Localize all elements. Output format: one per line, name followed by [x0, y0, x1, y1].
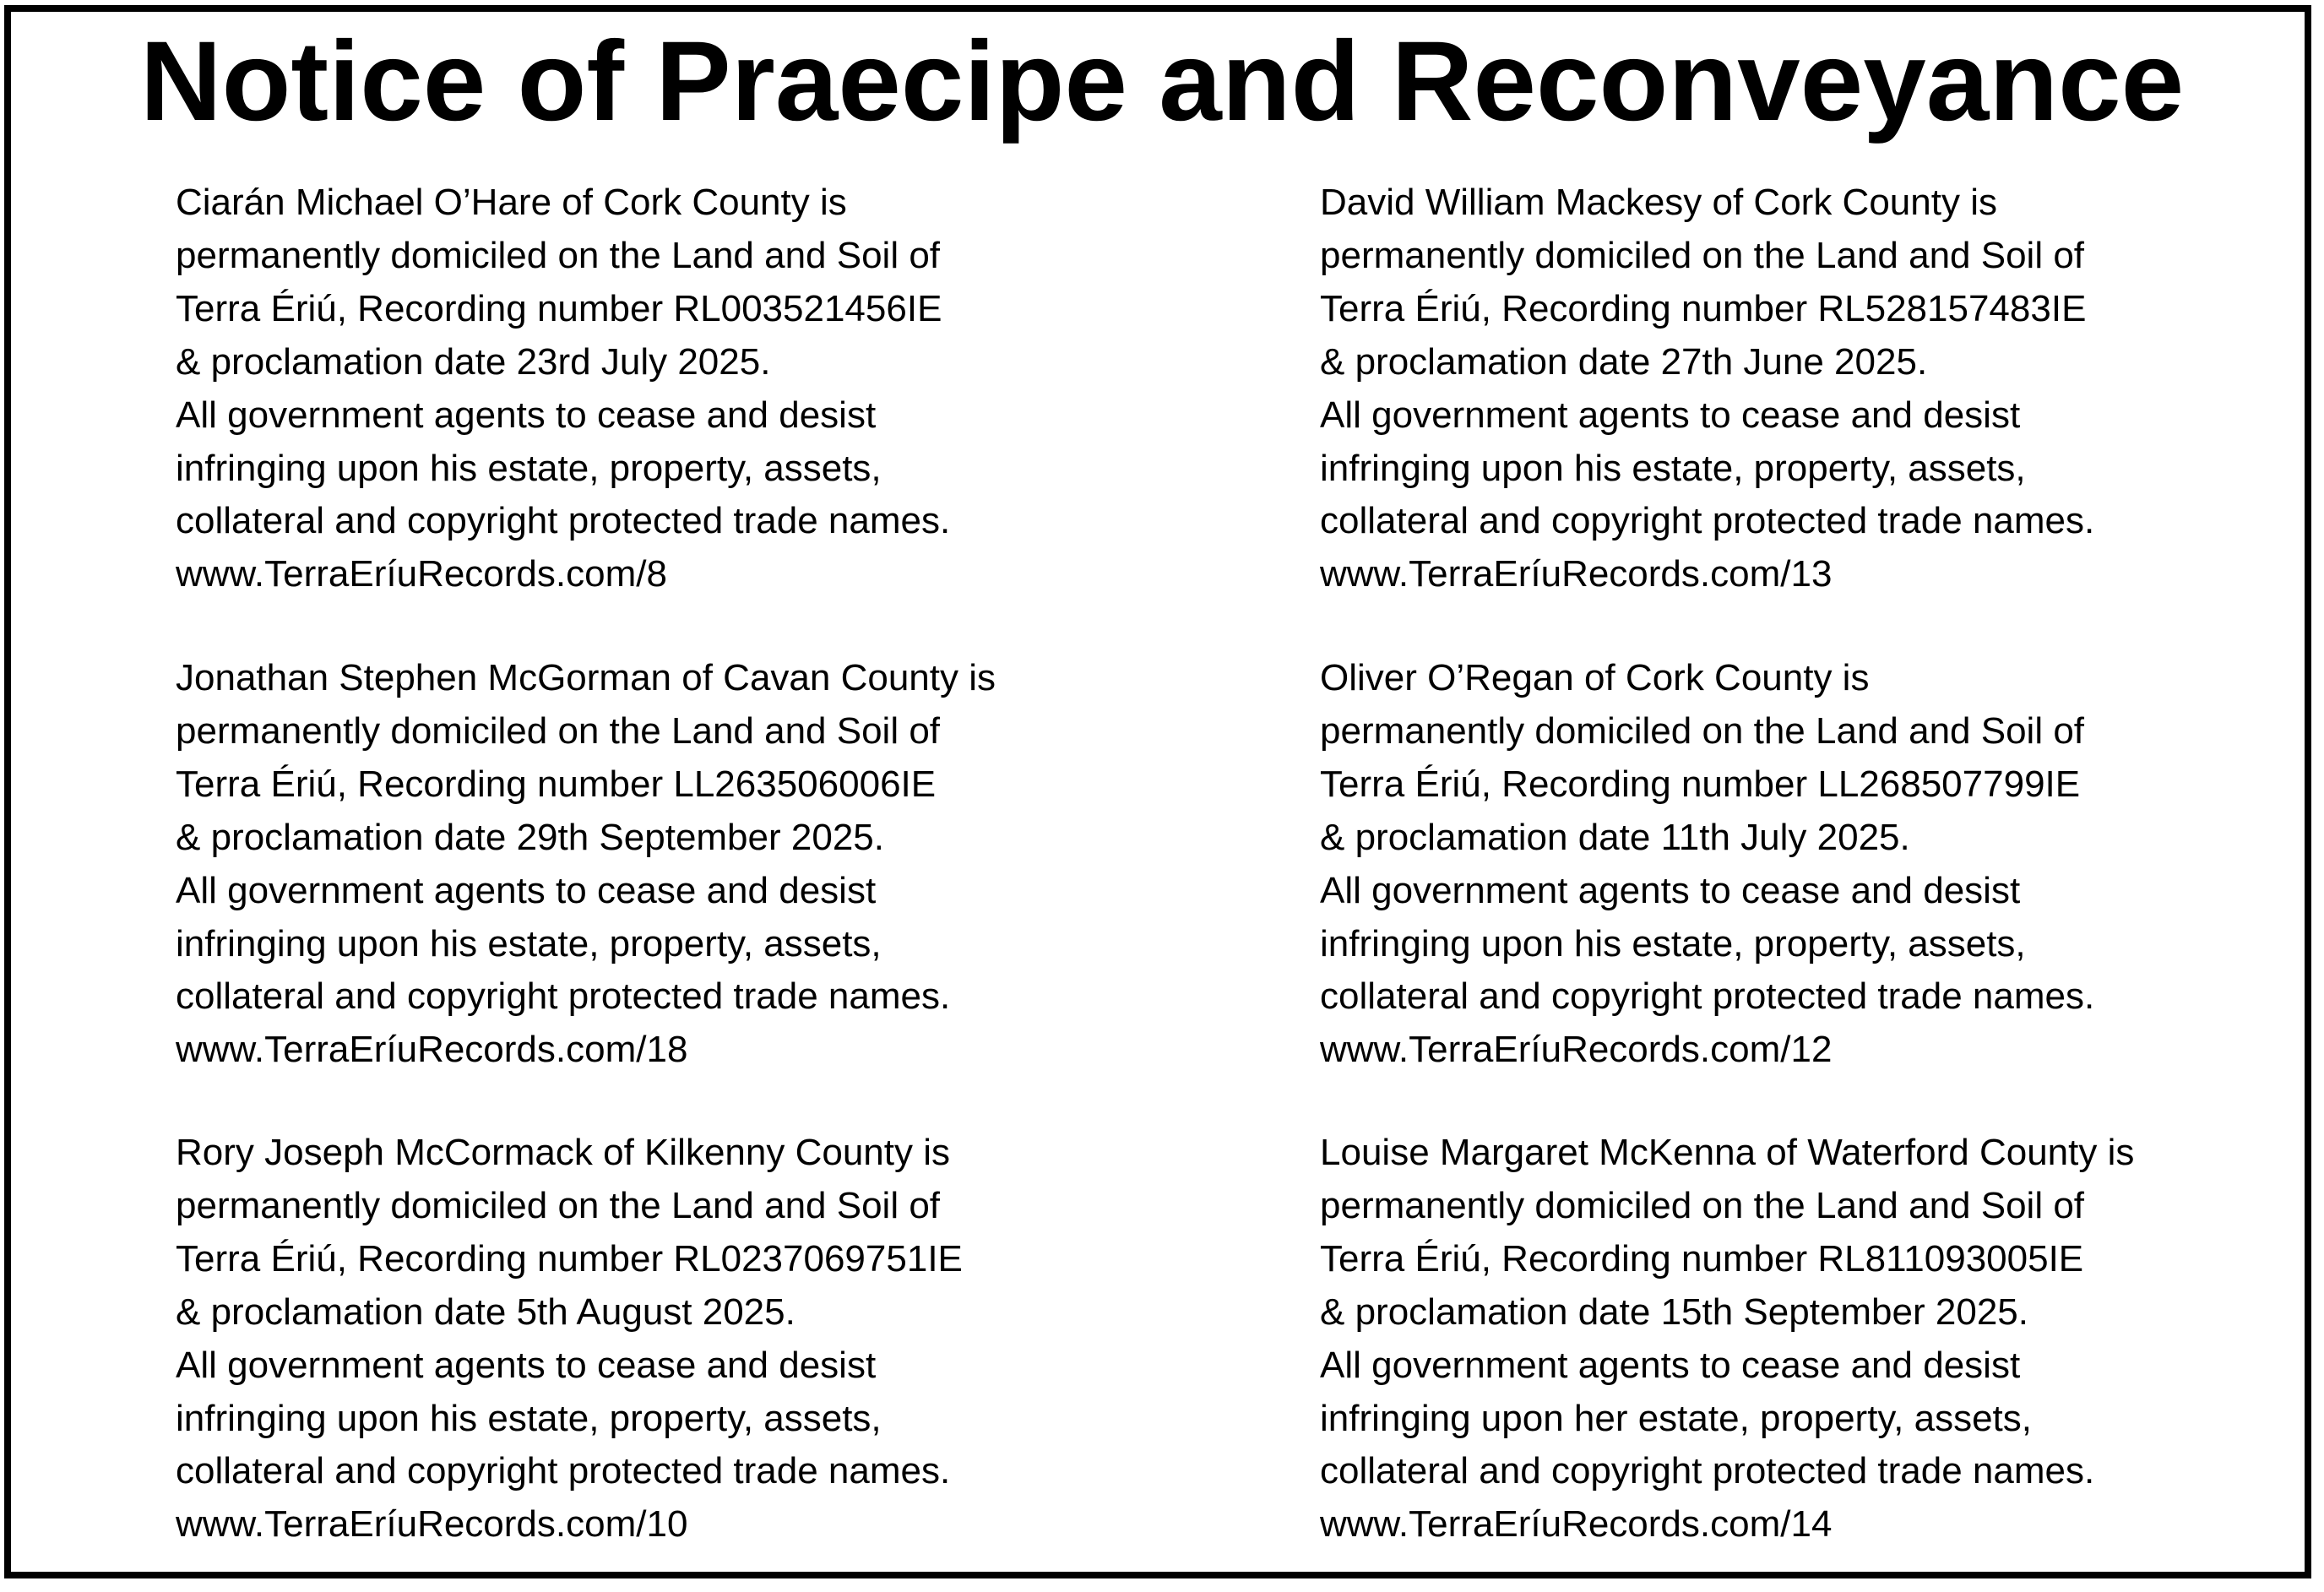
notice-recording-line: Terra Ériú, Recording number RL528157483IE [1320, 287, 2087, 329]
notice-name-line: Ciarán Michael O’Hare of Cork County is [176, 182, 847, 223]
notice-name-line: Jonathan Stephen McGorman of Cavan County is [176, 657, 996, 698]
notice-recording-line: Terra Ériú, Recording number LL268507799IE [1320, 763, 2081, 805]
notice-name-line: Louise Margaret McKenna of Waterford County is [1320, 1132, 2135, 1173]
notice-domicile-line: permanently domiciled on the Land and Soil of [176, 234, 941, 276]
notice-collateral-line: collateral and copyright protected trade names. [1320, 1450, 2095, 1492]
notice-name-line: Oliver O’Regan of Cork County is [1320, 657, 1870, 698]
notice-ciaran-ohare [176, 177, 1273, 601]
notice-jonathan-mcgorman [176, 652, 1273, 1077]
notice-collateral-line: collateral and copyright protected trade names. [1320, 500, 2095, 542]
notice-date-line: & proclamation date 23rd July 2025. [176, 340, 771, 383]
notice-collateral-line: collateral and copyright protected trade names. [176, 975, 951, 1018]
notice-recording-line: Terra Ériú, Recording number RL003521456IE [176, 287, 942, 329]
notice-url: www.TerraEríuRecords.com/12 [1320, 1029, 1833, 1071]
notice-infringing-line: infringing upon his estate, property, assets, [176, 1397, 882, 1439]
notice-url: www.TerraEríuRecords.com/13 [1320, 553, 1833, 595]
notice-recording-line: Terra Ériú, Recording number LL263506006IE [176, 763, 937, 805]
notice-url: www.TerraEríuRecords.com/8 [176, 553, 667, 595]
notice-collateral-line: collateral and copyright protected trade names. [176, 500, 951, 542]
notice-cease-line: All government agents to cease and desist [1320, 394, 2021, 436]
notice-david-mackesy [1320, 177, 2324, 601]
notice-domicile-line: permanently domiciled on the Land and Soil of [176, 1184, 941, 1226]
notice-name-line: David William Mackesy of Cork County is [1320, 182, 1997, 223]
notice-url: www.TerraEríuRecords.com/10 [176, 1503, 688, 1546]
notice-infringing-line: infringing upon his estate, property, assets, [176, 922, 882, 964]
notice-domicile-line: permanently domiciled on the Land and Soil of [1320, 1184, 2085, 1226]
notice-date-line: & proclamation date 29th September 2025. [176, 816, 884, 858]
notice-date-line: & proclamation date 5th August 2025. [176, 1290, 795, 1333]
page-title: Notice of Praecipe and Reconveyance [139, 19, 2185, 144]
notice-cease-line: All government agents to cease and desist [1320, 869, 2021, 911]
notice-oliver-oregan [1320, 652, 2324, 1077]
notice-date-line: & proclamation date 27th June 2025. [1320, 340, 1928, 383]
notice-infringing-line: infringing upon her estate, property, assets, [1320, 1397, 2033, 1439]
notice-infringing-line: infringing upon his estate, property, assets, [176, 447, 882, 489]
notice-infringing-line: infringing upon his estate, property, assets, [1320, 447, 2026, 489]
notice-name-line: Rory Joseph McCormack of Kilkenny County is [176, 1132, 950, 1173]
notice-url: www.TerraEríuRecords.com/18 [176, 1029, 688, 1071]
notice-date-line: & proclamation date 11th July 2025. [1320, 816, 1910, 858]
notice-url: www.TerraEríuRecords.com/14 [1320, 1503, 1833, 1546]
notice-collateral-line: collateral and copyright protected trade names. [176, 1450, 951, 1492]
notice-cease-line: All government agents to cease and desist [176, 394, 877, 436]
notice-cease-line: All government agents to cease and desist [176, 869, 877, 911]
notice-domicile-line: permanently domiciled on the Land and Soil of [1320, 709, 2085, 752]
notice-louise-mckenna [1320, 1127, 2324, 1551]
notice-cease-line: All government agents to cease and desist [176, 1344, 877, 1386]
notice-domicile-line: permanently domiciled on the Land and Soil of [1320, 234, 2085, 276]
notice-domicile-line: permanently domiciled on the Land and Soil of [176, 709, 941, 752]
notice-date-line: & proclamation date 15th September 2025. [1320, 1290, 2028, 1333]
notice-recording-line: Terra Ériú, Recording number RL811093005IE [1320, 1237, 2084, 1280]
notice-rory-mccormack [176, 1127, 1273, 1551]
notice-cease-line: All government agents to cease and desist [1320, 1344, 2021, 1386]
notice-collateral-line: collateral and copyright protected trade names. [1320, 975, 2095, 1018]
notice-infringing-line: infringing upon his estate, property, assets, [1320, 922, 2026, 964]
notice-recording-line: Terra Ériú, Recording number RL0237069751IE [176, 1237, 963, 1280]
